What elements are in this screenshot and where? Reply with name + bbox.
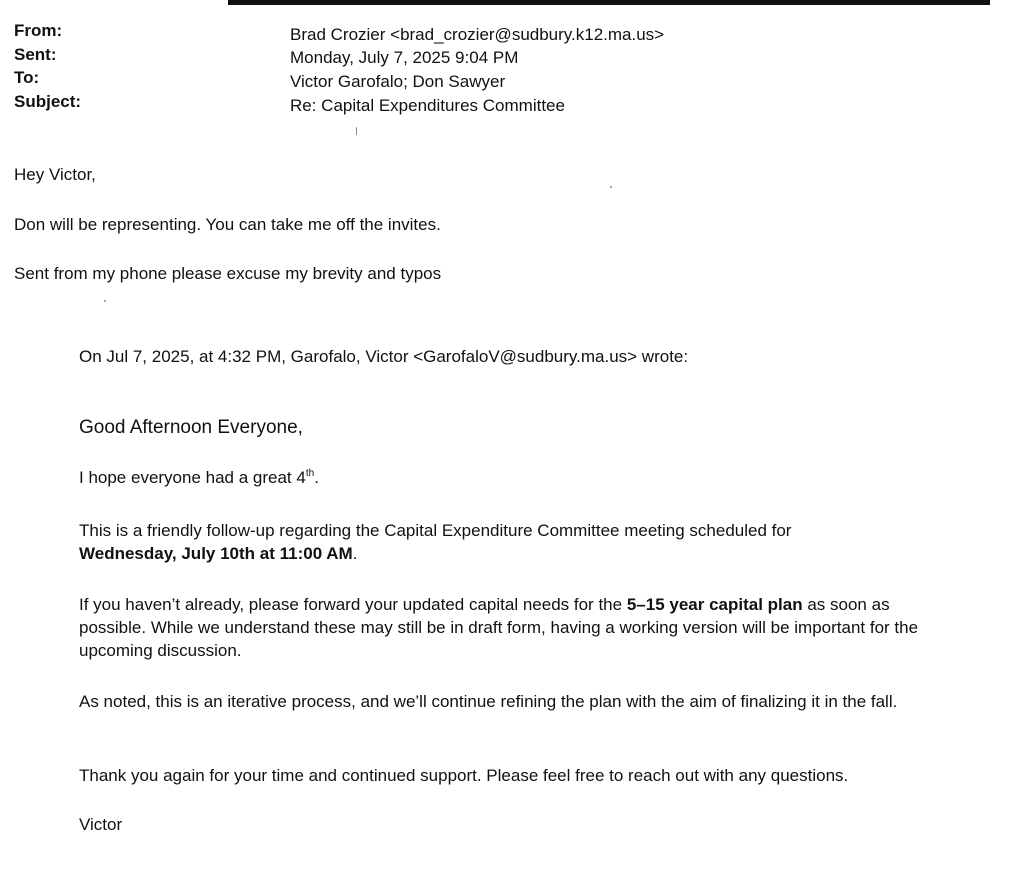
to-value: Victor Garofalo; Don Sawyer [290,72,506,91]
hope-text: I hope everyone had a great 4 [79,468,306,487]
from-value: Brad Crozier <brad_crozier@sudbury.k12.ma.us> [290,25,665,44]
para2-bold: 5–15 year capital plan [626,595,803,614]
sent-value: Monday, July 7, 2025 9:04 PM [290,48,519,67]
subject-label: Subject: [14,92,82,111]
para4-text: Thank you again for your time and continued support. Please feel free to reach out with any questions. [79,766,849,785]
quoted-closing: Victor [79,815,123,834]
quoted-paragraph-1 [79,519,959,565]
reply-line: Don will be representing. You can take me off the invites. [14,215,441,234]
quoted-hope-line [79,466,959,489]
to-label: To: [14,68,40,87]
para1-text: This is a friendly follow-up regarding the Capital Expenditure Committee meeting scheduled for [79,521,792,540]
scan-speck [104,300,106,302]
top-rule [228,0,990,5]
para1-end: . [352,544,358,563]
para2-end: as soon as possible. While we understand these may still be in draft form, having a working version will be important for the upcoming discussion. [79,595,919,660]
scan-speck [356,127,357,135]
quoted-attribution: On Jul 7, 2025, at 4:32 PM, Garofalo, Victor <GarofaloV@sudbury.ma.us> wrote: [79,347,689,366]
sent-label: Sent: [14,45,57,64]
from-label: From: [14,21,63,40]
para1-bold: Wednesday, July 10th at 11:00 AM [79,544,353,563]
para2-start: If you haven’t already, please forward your updated capital needs for the [79,595,623,614]
hope-end: . [314,468,319,487]
quoted-paragraph-2 [79,593,959,662]
quoted-paragraph-3 [79,690,959,713]
reply-signature: Sent from my phone please excuse my brevity and typos [14,264,442,283]
reply-greeting: Hey Victor, [14,165,96,184]
subject-value: Re: Capital Expenditures Committee [290,96,565,115]
scan-speck [610,186,612,188]
quoted-paragraph-4 [79,764,959,787]
para3-text: As noted, this is an iterative process, and we’ll continue refining the plan with the aim of finalizing it in the fall. [79,692,898,711]
hope-superscript: th [305,468,315,479]
quoted-greeting: Good Afternoon Everyone, [79,417,303,438]
